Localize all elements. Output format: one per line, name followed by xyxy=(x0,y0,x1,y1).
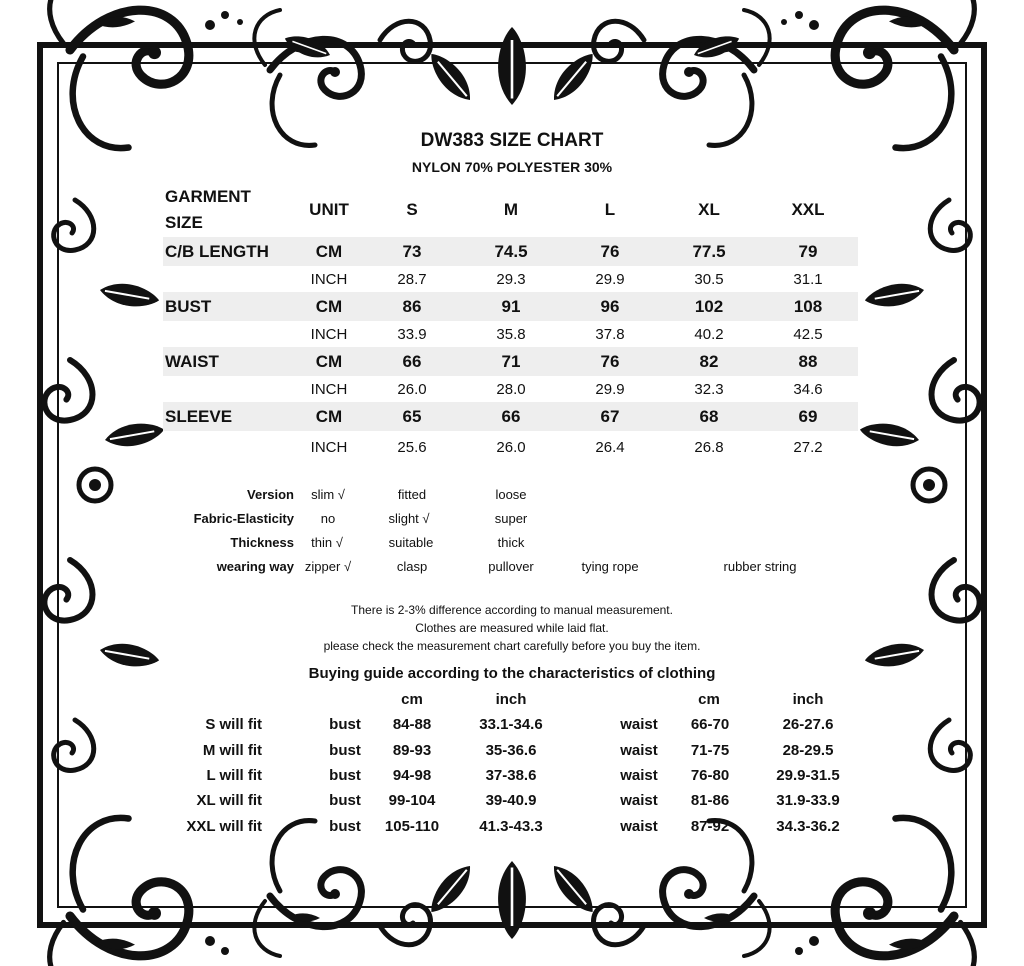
cell-value: 91 xyxy=(501,297,521,316)
cell-value: 71 xyxy=(501,352,521,371)
guide-size: M will fit xyxy=(202,742,262,759)
attr-option: zipper √ xyxy=(304,559,352,574)
guide-waist-cm: 76-80 xyxy=(690,767,730,784)
unit-inch: INCH xyxy=(310,326,348,343)
guide-size: XL will fit xyxy=(196,792,262,809)
guide-bust-inch: 37-38.6 xyxy=(485,767,537,784)
cell-value: 66 xyxy=(501,407,521,426)
cell-value: 26.8 xyxy=(694,439,724,456)
cell-value: 102 xyxy=(694,297,724,316)
header-size-xxl: XXL xyxy=(791,200,825,219)
cell-value: 73 xyxy=(402,242,422,261)
guide-bust-label: bust xyxy=(329,716,361,733)
attr-option: fitted xyxy=(397,487,427,502)
attr-option: thick xyxy=(497,535,525,550)
cell-value: 26.0 xyxy=(496,439,526,456)
guide-waist-cm: 66-70 xyxy=(690,716,730,733)
cell-value: 76 xyxy=(600,242,620,261)
guide-waist-label: waist xyxy=(620,792,658,809)
attr-option: clasp xyxy=(396,559,428,574)
attr-label-fabric-elasticity: Fabric-Elasticity xyxy=(193,511,294,526)
attr-label-version: Version xyxy=(247,487,294,502)
bust-inch-header: inch xyxy=(495,691,527,708)
guide-waist-label: waist xyxy=(620,818,658,835)
header-garment-size: GARMENT SIZE xyxy=(165,187,251,232)
cell-value: 30.5 xyxy=(694,271,724,288)
cell-value: 96 xyxy=(600,297,620,316)
cell-value: 108 xyxy=(793,297,823,316)
guide-bust-cm: 89-93 xyxy=(392,742,432,759)
attr-label-thickness: Thickness xyxy=(230,535,294,550)
attr-option: pullover xyxy=(488,559,534,574)
cell-value: 37.8 xyxy=(595,326,625,343)
guide-bust-label: bust xyxy=(329,742,361,759)
header-size-s: S xyxy=(406,200,418,219)
cell-value: 79 xyxy=(798,242,818,261)
header-unit: UNIT xyxy=(309,200,349,219)
guide-bust-label: bust xyxy=(329,818,361,835)
cell-value: 40.2 xyxy=(694,326,724,343)
unit-cm: CM xyxy=(315,242,343,261)
header-size-m: M xyxy=(503,200,519,219)
guide-waist-inch: 31.9-33.9 xyxy=(776,792,840,809)
guide-waist-cm: 81-86 xyxy=(690,792,730,809)
waist-cm-header: cm xyxy=(698,691,720,708)
guide-waist-label: waist xyxy=(620,767,658,784)
note-line: There is 2-3% difference according to manual measurement. xyxy=(351,603,673,617)
attr-option: super xyxy=(494,511,528,526)
attr-label-wearing-way: wearing way xyxy=(216,559,294,574)
bust-cm-header: cm xyxy=(401,691,423,708)
cell-value: 88 xyxy=(798,352,818,371)
fabric-composition: NYLON 70% POLYESTER 30% xyxy=(411,159,613,175)
attr-option: suitable xyxy=(388,535,434,550)
guide-waist-inch: 26-27.6 xyxy=(782,716,834,733)
row-label-bust: BUST xyxy=(165,297,212,316)
guide-waist-cm: 71-75 xyxy=(690,742,730,759)
attr-option: slim √ xyxy=(311,487,345,502)
cell-value: 42.5 xyxy=(793,326,823,343)
cell-value: 29.9 xyxy=(595,381,625,398)
attr-option: rubber string xyxy=(723,559,797,574)
row-label-sleeve: SLEEVE xyxy=(165,407,233,426)
guide-bust-inch: 39-40.9 xyxy=(485,792,537,809)
attr-option: loose xyxy=(495,487,527,502)
cell-value: 74.5 xyxy=(494,242,528,261)
guide-bust-inch: 33.1-34.6 xyxy=(479,716,543,733)
waist-inch-header: inch xyxy=(792,691,824,708)
cell-value: 69 xyxy=(798,407,818,426)
unit-inch: INCH xyxy=(310,271,348,288)
unit-cm: CM xyxy=(315,352,343,371)
cell-value: 77.5 xyxy=(692,242,726,261)
row-label-waist: WAIST xyxy=(165,352,219,371)
guide-waist-cm: 87-92 xyxy=(690,818,730,835)
guide-bust-label: bust xyxy=(329,767,361,784)
buying-guide-title: Buying guide according to the characteristics of clothing xyxy=(308,665,716,682)
guide-waist-inch: 29.9-31.5 xyxy=(776,767,840,784)
cell-value: 35.8 xyxy=(496,326,526,343)
guide-waist-inch: 34.3-36.2 xyxy=(776,818,840,835)
cell-value: 29.3 xyxy=(496,271,526,288)
note-line: please check the measurement chart carefully before you buy the item. xyxy=(323,639,701,653)
note-line: Clothes are measured while laid flat. xyxy=(415,621,609,635)
cell-value: 28.7 xyxy=(397,271,427,288)
guide-waist-label: waist xyxy=(620,742,658,759)
cell-value: 31.1 xyxy=(793,271,823,288)
cell-value: 67 xyxy=(600,407,620,426)
attr-option: no xyxy=(320,511,336,526)
guide-waist-label: waist xyxy=(620,716,658,733)
guide-bust-inch: 41.3-43.3 xyxy=(479,818,543,835)
unit-inch: INCH xyxy=(310,381,348,398)
attr-option: slight √ xyxy=(388,511,430,526)
guide-bust-label: bust xyxy=(329,792,361,809)
cell-value: 29.9 xyxy=(595,271,625,288)
header-size-xl: XL xyxy=(698,200,720,219)
cell-value: 65 xyxy=(402,407,422,426)
guide-bust-cm: 99-104 xyxy=(388,792,436,809)
cell-value: 34.6 xyxy=(793,381,823,398)
guide-bust-inch: 35-36.6 xyxy=(485,742,537,759)
cell-value: 27.2 xyxy=(793,439,823,456)
cell-value: 25.6 xyxy=(397,439,427,456)
attr-option: thin √ xyxy=(311,535,343,550)
unit-cm: CM xyxy=(315,297,343,316)
guide-size: XXL will fit xyxy=(186,818,262,835)
guide-bust-cm: 84-88 xyxy=(392,716,432,733)
cell-value: 76 xyxy=(600,352,620,371)
unit-cm: CM xyxy=(315,407,343,426)
page-title: DW383 SIZE CHART xyxy=(420,130,604,151)
cell-value: 32.3 xyxy=(694,381,724,398)
cell-value: 68 xyxy=(699,407,719,426)
guide-bust-cm: 94-98 xyxy=(392,767,432,784)
row-label-cb-length: C/B LENGTH xyxy=(165,242,269,261)
attr-option: tying rope xyxy=(581,559,639,574)
cell-value: 82 xyxy=(699,352,719,371)
guide-bust-cm: 105-110 xyxy=(384,818,440,835)
cell-value: 33.9 xyxy=(397,326,427,343)
header-size-l: L xyxy=(604,200,616,219)
guide-size: S will fit xyxy=(205,716,262,733)
guide-size: L will fit xyxy=(206,767,262,784)
cell-value: 66 xyxy=(402,352,422,371)
cell-value: 26.4 xyxy=(595,439,625,456)
cell-value: 26.0 xyxy=(397,381,427,398)
cell-value: 86 xyxy=(402,297,422,316)
guide-waist-inch: 28-29.5 xyxy=(782,742,834,759)
cell-value: 28.0 xyxy=(496,381,526,398)
unit-inch: INCH xyxy=(310,439,348,456)
